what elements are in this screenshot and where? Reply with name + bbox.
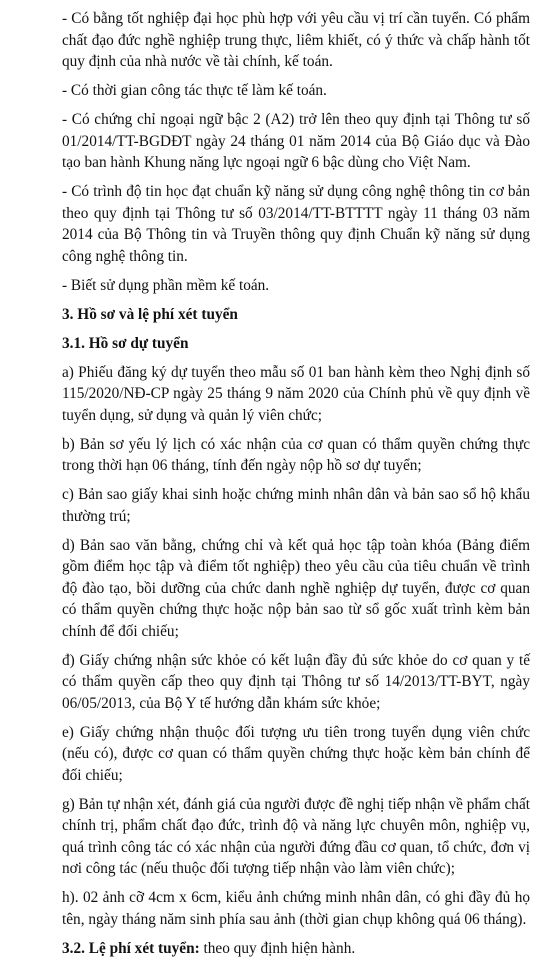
section-heading-3: 3. Hồ sơ và lệ phí xét tuyển (62, 304, 530, 326)
dossier-item-d: d) Bản sao văn bằng, chứng chỉ và kết quả học tập toàn khóa (Bảng điểm gồm điểm học tập và điểm tốt nghiệp) theo yêu cầu của tiêu chuẩn về trình độ đào tạo, bồi dưỡng của chức danh nghề nghiệp dự tuyển, được cơ quan có thẩm quyền chứng thực hoặc nộp bản sao từ sổ gốc xuất trình kèm bản chính để đối chiếu; (62, 535, 530, 643)
dossier-item-c: c) Bản sao giấy khai sinh hoặc chứng minh nhân dân và bản sao sổ hộ khẩu thường trú; (62, 484, 530, 527)
requirement-experience: - Có thời gian công tác thực tế làm kế toán. (62, 80, 530, 102)
dossier-item-g: g) Bản tự nhận xét, đánh giá của người được đề nghị tiếp nhận về phẩm chất chính trị, phẩm chất đạo đức, trình độ và năng lực chuyên môn, nghiệp vụ, quá trình công tác có xác nhận của người đứng đầu cơ quan, tổ chức, đơn vị nơi công tác (nếu thuộc đối tượng tiếp nhận vào làm viên chức); (62, 794, 530, 880)
section-heading-3-2: 3.2. Lệ phí xét tuyển: (62, 940, 200, 957)
dossier-item-b: b) Bản sơ yếu lý lịch có xác nhận của cơ quan có thẩm quyền chứng thực trong thời hạn 06 tháng, tính đến ngày nộp hồ sơ dự tuyển; (62, 434, 530, 477)
requirement-accounting-software: - Biết sử dụng phần mềm kế toán. (62, 275, 530, 297)
dossier-item-dd: đ) Giấy chứng nhận sức khỏe có kết luận đầy đủ sức khỏe do cơ quan y tế có thẩm quyền cấp theo quy định tại Thông tư số 14/2013/TT-BYT, ngày 06/05/2013, của Bộ Y tế hướng dẫn khám sức khỏe; (62, 650, 530, 715)
requirement-foreign-language: - Có chứng chỉ ngoại ngữ bậc 2 (A2) trở lên theo quy định tại Thông tư số 01/2014/TT-BGDĐT ngày 24 tháng 01 năm 2014 của Bộ Giáo dục và Đào tạo ban hành Khung năng lực ngoại ngữ 6 bậc dùng cho Việt Nam. (62, 109, 530, 174)
section-heading-3-1: 3.1. Hồ sơ dự tuyển (62, 333, 530, 355)
fee-paragraph (62, 938, 530, 959)
requirement-degree: - Có bằng tốt nghiệp đại học phù hợp với yêu cầu vị trí cần tuyển. Có phẩm chất đạo đức nghề nghiệp trung thực, liêm khiết, có ý thức và chấp hành tốt quy định của nhà nước về tài chính, kế toán. (62, 8, 530, 73)
dossier-item-a: a) Phiếu đăng ký dự tuyển theo mẫu số 01 ban hành kèm theo Nghị định số 115/2020/NĐ-CP ngày 25 tháng 9 năm 2020 của Chính phủ về quy định về tuyển dụng, sử dụng và quản lý viên chức; (62, 362, 530, 427)
dossier-item-h: h). 02 ảnh cỡ 4cm x 6cm, kiểu ảnh chứng minh nhân dân, có ghi đầy đủ họ tên, ngày tháng năm sinh phía sau ảnh (thời gian chụp không quá 06 tháng). (62, 887, 530, 930)
dossier-item-e: e) Giấy chứng nhận thuộc đối tượng ưu tiên trong tuyển dụng viên chức (nếu có), được cơ quan có thẩm quyền chứng thực hoặc kèm bản chính để đối chiếu; (62, 722, 530, 787)
requirement-it-skills: - Có trình độ tin học đạt chuẩn kỹ năng sử dụng công nghệ thông tin cơ bản theo quy định tại Thông tư số 03/2014/TT-BTTTT ngày 11 tháng 03 năm 2014 của Bộ Thông tin và Truyền thông quy định Chuẩn kỹ năng sử dụng công nghệ thông tin. (62, 181, 530, 267)
fee-text: theo quy định hiện hành. (200, 940, 356, 957)
